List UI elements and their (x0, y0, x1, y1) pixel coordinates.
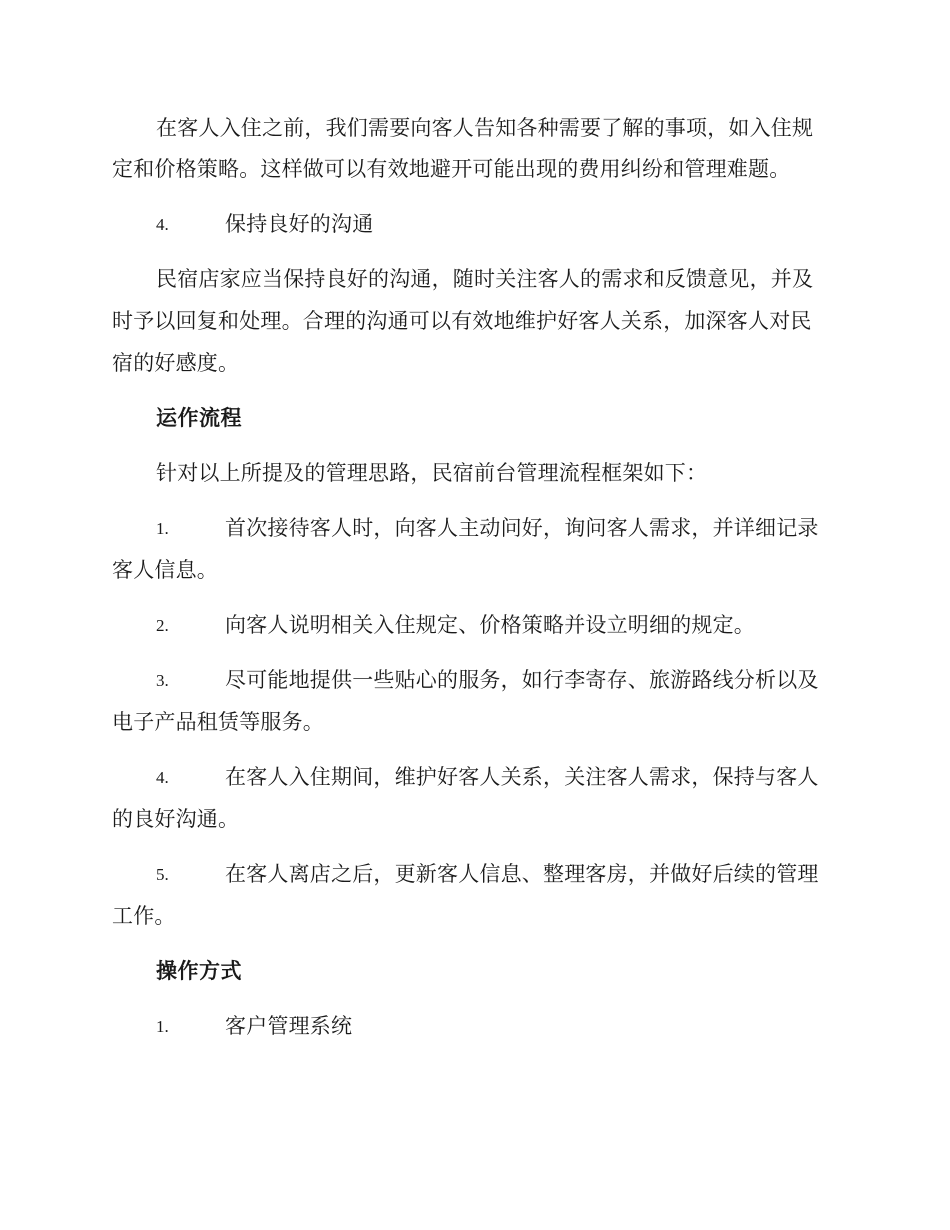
paragraph-line: 在客人入住之前，我们需要向客人告知各种需要了解的事项，如入住规 (156, 116, 814, 140)
list-item-text: 在客人离店之后，更新客人信息、整理客房，并做好后续的管理 (225, 862, 819, 886)
paragraph-line: 时予以回复和处理。合理的沟通可以有效地维护好客人关系，加深客人对民 (112, 309, 812, 333)
list-number: 3. (156, 671, 169, 690)
list-item-continuation: 工作。 (112, 904, 176, 928)
list-item-text: 保持良好的沟通 (225, 212, 374, 236)
list-item-continuation: 的良好沟通。 (112, 807, 240, 831)
list-number: 1. (156, 1017, 169, 1036)
list-item-text: 在客人入住期间，维护好客人关系，关注客人需求，保持与客人 (225, 765, 819, 789)
paragraph-line: 宿的好感度。 (112, 351, 240, 375)
list-number: 4. (156, 768, 169, 787)
section-heading: 运作流程 (156, 406, 242, 430)
list-item-continuation: 电子产品租赁等服务。 (112, 710, 324, 734)
list-number: 5. (156, 865, 169, 884)
paragraph-line: 民宿店家应当保持良好的沟通，随时关注客人的需求和反馈意见，并及 (156, 267, 814, 291)
list-item-text: 向客人说明相关入住规定、价格策略并设立明细的规定。 (225, 613, 755, 637)
list-number: 1. (156, 519, 169, 538)
list-item-continuation: 客人信息。 (112, 558, 218, 582)
list-number: 4. (156, 215, 169, 234)
list-number: 2. (156, 616, 169, 635)
paragraph-line: 针对以上所提及的管理思路，民宿前台管理流程框架如下： (156, 461, 708, 485)
list-item-text: 客户管理系统 (225, 1014, 353, 1038)
list-item-text: 首次接待客人时，向客人主动问好，询问客人需求，并详细记录 (225, 516, 819, 540)
section-heading: 操作方式 (156, 959, 242, 983)
paragraph-line: 定和价格策略。这样做可以有效地避开可能出现的费用纠纷和管理难题。 (112, 157, 791, 181)
list-item-text: 尽可能地提供一些贴心的服务，如行李寄存、旅游路线分析以及 (225, 668, 819, 692)
